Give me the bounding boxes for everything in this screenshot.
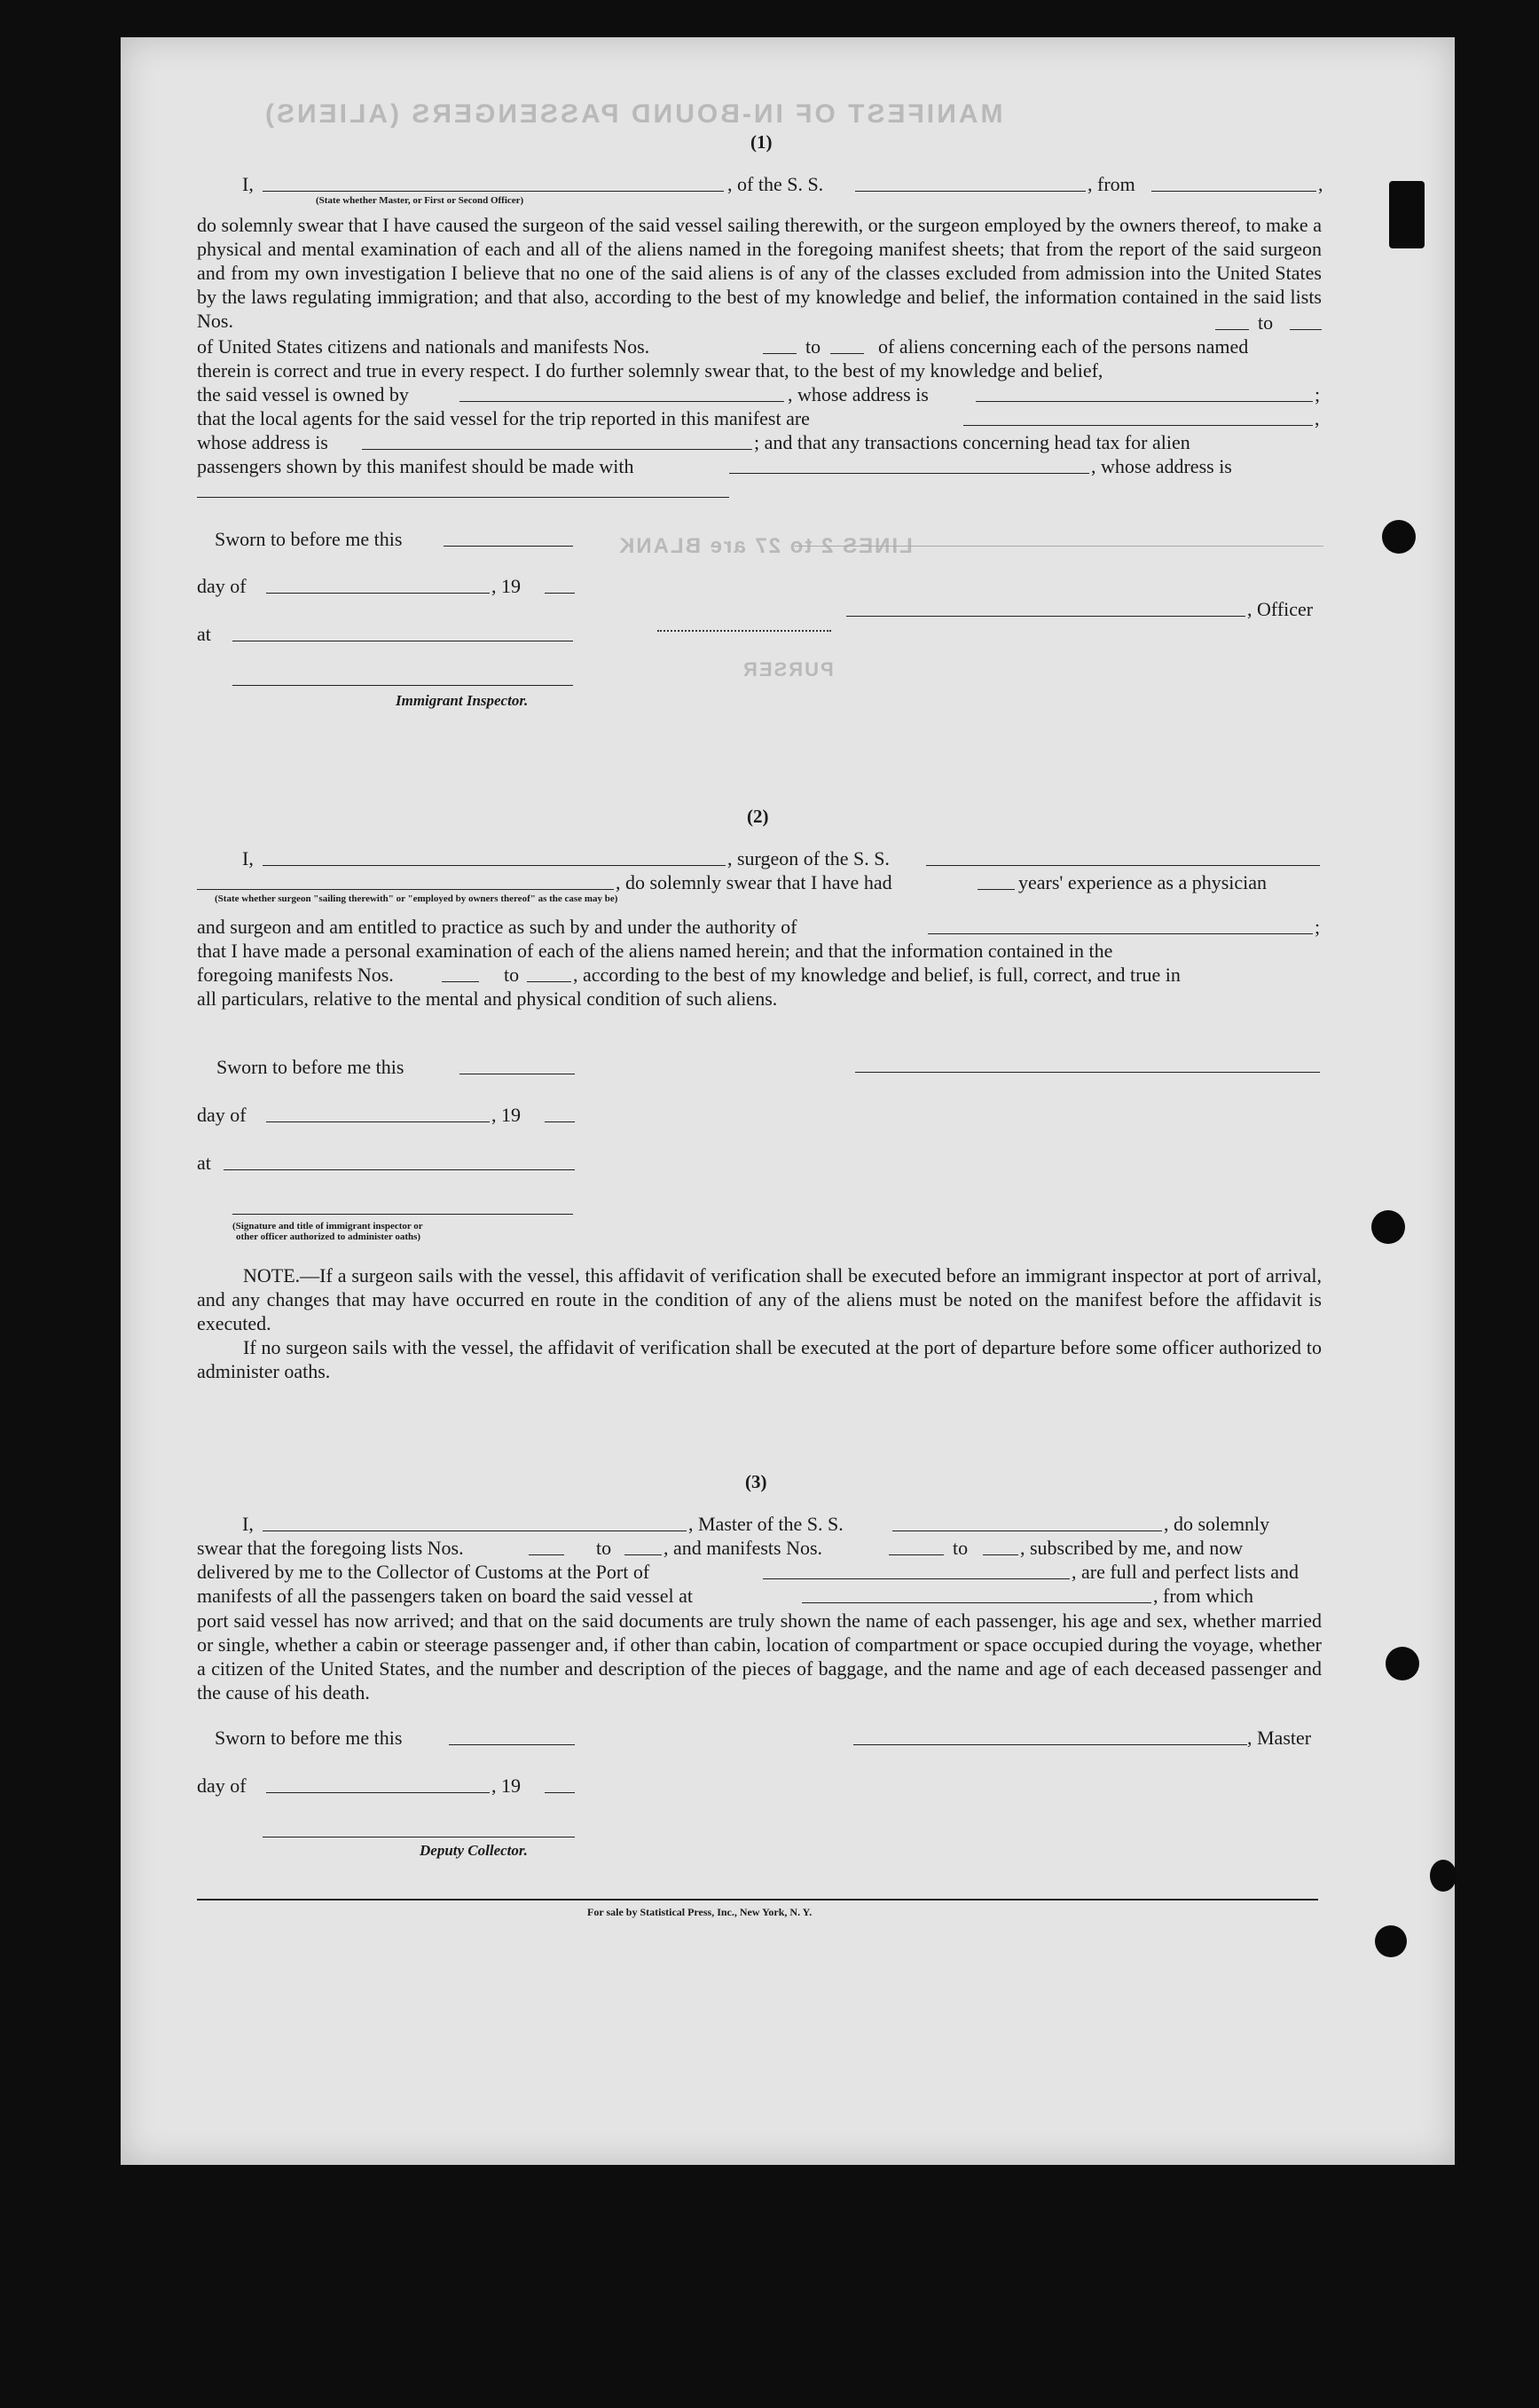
punch-hole-2 — [1371, 1210, 1405, 1244]
s2-sworn: Sworn to before me this — [216, 1056, 404, 1078]
s1-caption-master: (State whether Master, or First or Second Officer) — [316, 195, 524, 206]
s1-officer-line[interactable] — [846, 616, 1245, 617]
s2-surgeon-of: , surgeon of the S. S. — [727, 847, 890, 870]
s2-day-of: day of — [197, 1104, 247, 1126]
s2-years-exp: years' experience as a physician — [1018, 871, 1268, 893]
s3-lists-from-line[interactable] — [529, 1554, 564, 1555]
s2-at-line[interactable] — [224, 1169, 575, 1170]
punch-hole-3 — [1386, 1647, 1419, 1680]
s1-whose-address: , whose address is — [788, 383, 929, 405]
s1-head-tax-address-line[interactable] — [197, 497, 729, 498]
s1-officer: , Officer — [1247, 598, 1314, 620]
s3-port-line[interactable] — [763, 1578, 1070, 1579]
s2-signature-line[interactable] — [855, 1072, 1320, 1073]
s3-subscribed: , subscribed by me, and now — [1020, 1537, 1244, 1559]
s1-day-line[interactable] — [266, 593, 490, 594]
s1-i: I, — [242, 173, 254, 195]
s2-note-1-text: —If a surgeon sails with the vessel, this affidavit of verification shall be executed before an immigrant inspector at port of arrival, and any changes that may have occurred en route in the condition of any of the aliens must be noted on the manifest before the affidavit is executed. — [197, 1264, 1322, 1334]
s1-of-aliens: of aliens concerning each of the persons named — [878, 335, 1249, 358]
s1-ship-line[interactable] — [855, 191, 1086, 192]
s1-therein: therein is correct and true in every respect. I do further solemnly swear that, to the best of my knowledge and belief, — [197, 359, 1103, 382]
s3-master: , Master — [1247, 1727, 1312, 1749]
s3-lists-to-line[interactable] — [624, 1554, 662, 1555]
s3-sworn-line[interactable] — [449, 1744, 575, 1745]
s1-passengers: passengers shown by this manifest should be made with — [197, 455, 634, 477]
section-1-number: (1) — [750, 131, 773, 153]
s1-day-of: day of — [197, 575, 247, 597]
document-page: MANIFEST OF IN-BOUND PASSENGERS (ALIENS) LINES 2 to 27 are BLANK PURSER (1) I, , of the S. S. , from , (State whether Master, or First or Second Officer) do solemnly swear that I have caused the surgeon of the said vessel sailing therewith, or the surgeon employed by the owners thereof, to make a physical and mental examination of each and all of the aliens named in the foregoing manifest sheets; that from the report of the said surgeon and from my own investigation I believe that no one of the said aliens is of any of the classes excluded from admission into the United States by the laws regulating immigration; and that also, according to the best of my knowledge and belief, the information contained in the said lists Nos. to of United States citizens and nationals and manifests Nos. to of aliens concerning each of the persons named therein is correct and true in every respect. I do further solemnly swear that, to the best of my knowledge and belief, the said vessel is owned by , whose address is ; that the local agents for the said vessel for the trip reported in this manifest are , whose address is ; and that any transactions concerning head tax for alien passengers shown by this manifest should be made with , whose address is Sworn to before me this day of , 19 , Officer at Immigrant Inspector. (2) I, , surgeon of the S. S. , do solemnly swear that I have had years' experience as a physician (State whether surgeon "sailing therewith" or "employed by owners thereof" as the case may be) and surgeon and am entitled to practice as such by and under the authority of ; that I have made a personal examination of each of the aliens named herein; and that the information contained in the foregoing manifests Nos. to , according to the best of my knowledge and belief, is full, correct, and true in all particulars, relative to the mental and physical condition of such aliens. Sworn to before me this day of , 19 at (Signature and title of immigrant inspector or other officer authorized to administer oaths) NOTE.—If a surgeon sails with the vessel, this affidavit of verification shall be executed before an immigrant inspector at port of arrival, and any changes that may have occurred en route in the condition of any of the aliens must be noted on the manifest before the affidavit is executed. If no surgeon sails with the vessel, the affidavit of verification shall be executed at the port of departure before some officer authorized to administer oaths. (3) I, , Master of the S. S. , do solemnly swear that the foregoing lists Nos. to , and manifests Nos. to , subscribed by me, and now delivered by me to the Collector of Customs at the Port of , are full and perfect lists and manifests of all the passengers taken on board the said vessel at , from which port said vessel has now arrived; and that on the said documents are truly shown the name of each passenger, his age and sex, whether married or single, whether a cabin or steerage passenger and, if other than cabin, location of compartment or space occupied during the voyage, whether a citizen of the United States, and the number and description of the pieces of baggage, and the name and age of each deceased passenger and the cause of his death. Sworn to before me this , Master day of , 19 Deputy Collector. For sale by Statistical Press, Inc., New York, N. Y. — [121, 37, 1455, 2165]
punch-hole-5 — [1375, 1925, 1407, 1957]
s2-foregoing: foregoing manifests Nos. — [197, 964, 394, 986]
s3-delivered: delivered by me to the Collector of Customs at the Port of — [197, 1561, 650, 1583]
s2-name-line[interactable] — [263, 865, 726, 866]
s1-head-tax: ; and that any transactions concerning head tax for alien — [754, 431, 1190, 453]
s2-note-label: NOTE. — [243, 1264, 301, 1287]
s2-manifests-from-line[interactable] — [442, 981, 479, 982]
s2-caption-surgeon: (State whether surgeon "sailing therewith" or "employed by owners thereof" as the case may be) — [215, 893, 618, 904]
s2-authority-line[interactable] — [928, 933, 1313, 934]
s3-nineteen: , 19 — [491, 1775, 521, 1797]
s2-that-i: that I have made a personal examination of each of the aliens named herein; and that the information contained in the — [197, 940, 1113, 962]
s1-owned-by: the said vessel is owned by — [197, 383, 409, 405]
s2-status-line[interactable] — [197, 889, 614, 890]
s2-i: I, — [242, 847, 254, 870]
s1-of-ss: , of the S. S. — [727, 173, 824, 195]
s2-day-line[interactable] — [266, 1121, 490, 1122]
s1-local-agents: that the local agents for the said vessel for the trip reported in this manifest are — [197, 407, 810, 429]
s1-lists-to-line[interactable] — [1290, 329, 1322, 330]
s1-from-line[interactable] — [1151, 191, 1316, 192]
s2-according: , according to the best of my knowledge and belief, is full, correct, and true in — [573, 964, 1181, 986]
s2-do-swear: , do solemnly swear that I have had — [616, 871, 892, 893]
s2-years-line[interactable] — [978, 889, 1015, 890]
s1-at: at — [197, 623, 211, 645]
s1-agents-line[interactable] — [963, 425, 1313, 426]
watermark-manifest-title: MANIFEST OF IN-BOUND PASSENGERS (ALIENS) — [263, 99, 1003, 129]
s2-year-line[interactable] — [545, 1121, 575, 1122]
s1-agents-address-line[interactable] — [362, 449, 752, 450]
s2-caption-sig-1: (Signature and title of immigrant inspector or — [232, 1221, 423, 1232]
s1-to-2: to — [805, 335, 821, 358]
footer-rule — [197, 1899, 1318, 1900]
s1-immigrant-inspector: Immigrant Inspector. — [396, 692, 529, 709]
s2-ship-line[interactable] — [926, 865, 1320, 866]
s3-to-2: to — [953, 1537, 969, 1559]
s3-master-of: , Master of the S. S. — [688, 1513, 844, 1535]
s3-manifests-of: manifests of all the passengers taken on board the said vessel at — [197, 1585, 694, 1607]
s1-dotted-mark — [657, 630, 831, 632]
watermark-stamp: LINES 2 to 27 are BLANK — [617, 534, 913, 558]
s2-at: at — [197, 1152, 211, 1174]
s3-year-line[interactable] — [545, 1792, 575, 1793]
s3-swear-lists: swear that the foregoing lists Nos. — [197, 1537, 464, 1559]
s1-owner-address-line[interactable] — [976, 401, 1313, 402]
s1-faint-line — [795, 546, 1323, 547]
section-2-number: (2) — [747, 806, 769, 827]
s1-sworn: Sworn to before me this — [215, 528, 403, 550]
s1-whose-address-3: , whose address is — [1091, 455, 1232, 477]
s3-manifests-from-line[interactable] — [889, 1554, 944, 1555]
s1-inspector-line[interactable] — [232, 685, 573, 686]
s3-i: I, — [242, 1513, 254, 1535]
s2-all-particulars: all particulars, relative to the mental and physical condition of such aliens. — [197, 988, 778, 1010]
s3-to: to — [596, 1537, 612, 1559]
s3-do-solemnly: , do solemnly — [1164, 1513, 1270, 1535]
s3-master-line[interactable] — [853, 1744, 1247, 1745]
s3-deputy-collector: Deputy Collector. — [420, 1842, 528, 1859]
s1-lists-from-line[interactable] — [1215, 329, 1249, 330]
s1-to: to — [1258, 311, 1274, 334]
s2-inspector-line[interactable] — [232, 1214, 573, 1215]
section-3-number: (3) — [745, 1471, 767, 1492]
s2-authority: and surgeon and am entitled to practice as such by and under the authority of — [197, 916, 797, 938]
punch-hole-4 — [1430, 1860, 1457, 1892]
s3-manifests-to-line[interactable] — [983, 1554, 1018, 1555]
watermark-purser: PURSER — [742, 658, 834, 681]
s1-whose-address-2: whose address is — [197, 431, 328, 453]
s2-manifests-to-line[interactable] — [527, 981, 571, 982]
s1-year-line[interactable] — [545, 593, 575, 594]
s3-are-full: , are full and perfect lists and — [1072, 1561, 1299, 1583]
s2-nineteen: , 19 — [491, 1104, 521, 1126]
s3-sworn: Sworn to before me this — [215, 1727, 403, 1749]
punch-hole-1 — [1382, 520, 1416, 554]
s1-body: do solemnly swear that I have caused the surgeon of the said vessel sailing therewith, or the surgeon employed by the owners thereof, to make a physical and mental examination of each and all of the aliens named in the foregoing manifest sheets; that from the report of the said surgeon and from my own investigation I believe that no one of the said aliens is of any of the classes excluded from admission into the United States by the laws regulating immigration; and that also, according to the best of my knowledge and belief, the information contained in the said lists Nos. — [197, 214, 1322, 332]
s1-manifests-from-line[interactable] — [763, 353, 797, 354]
s2-note-1 — [197, 1263, 1322, 1335]
footer-printer: For sale by Statistical Press, Inc., New York, N. Y. — [587, 1906, 813, 1918]
binding-clip-mark — [1389, 181, 1425, 248]
s1-sworn-line[interactable] — [444, 546, 573, 547]
s2-caption-sig-2: other officer authorized to administer oaths) — [236, 1232, 421, 1242]
s1-nineteen: , 19 — [491, 575, 521, 597]
s1-of-us: of United States citizens and nationals and manifests Nos. — [197, 335, 650, 358]
s1-from: , from — [1088, 173, 1135, 195]
s3-and-manifests: , and manifests Nos. — [663, 1537, 823, 1559]
s1-manifests-to-line[interactable] — [830, 353, 864, 354]
s3-day-of: day of — [197, 1775, 247, 1797]
s3-body: port said vessel has now arrived; and that on the said documents are truly shown the name of each passenger, his age and sex, whether married or single, whether a cabin or steerage passenger and, if other than cabin, location of compartment or space occupied during the voyage, whether a citizen of the United States, and the number and description of the pieces of baggage, and the name and age of each deceased passenger and the cause of his death. — [197, 1609, 1322, 1704]
s2-to: to — [504, 964, 520, 986]
s1-name-line[interactable] — [263, 191, 724, 192]
s1-owner-line[interactable] — [459, 401, 784, 402]
s3-taken-at-line[interactable] — [802, 1602, 1151, 1603]
s1-head-tax-line[interactable] — [729, 473, 1089, 474]
s2-note-2: If no surgeon sails with the vessel, the affidavit of verification shall be executed at the port of departure before some officer authorized to administer oaths. — [197, 1336, 1322, 1382]
s3-day-line[interactable] — [266, 1792, 490, 1793]
s3-from-which: , from which — [1153, 1585, 1254, 1607]
